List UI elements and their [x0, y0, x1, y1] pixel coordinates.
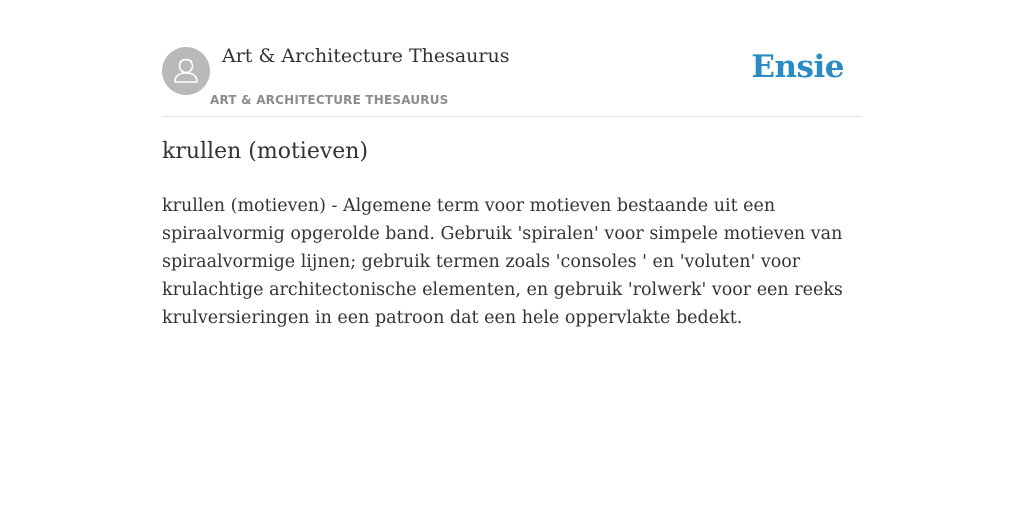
avatar[interactable]: [162, 47, 210, 95]
brand-logo[interactable]: Ensie: [751, 49, 844, 85]
term-title: krullen (motieven): [162, 139, 369, 164]
term-definition: krullen (motieven) - Algemene term voor motieven bestaande uit een spiraalvormig opgerolde band. Gebruik 'spiralen' voor simpele motieven van spiraalvormige lijnen; gebruik termen zoals 'consoles ' en 'voluten' voor krulachtige architectonische elementen, en gebruik 'rolwerk' voor een reeks krulversieringen in een patroon dat een hele oppervlakte bedekt.: [162, 196, 843, 328]
user-silhouette-icon: [162, 47, 210, 95]
source-title-link[interactable]: Art & Architecture Thesaurus: [222, 45, 510, 67]
header: [162, 40, 862, 117]
source-subtitle-link[interactable]: ART & ARCHITECTURE THESAURUS: [210, 93, 449, 107]
